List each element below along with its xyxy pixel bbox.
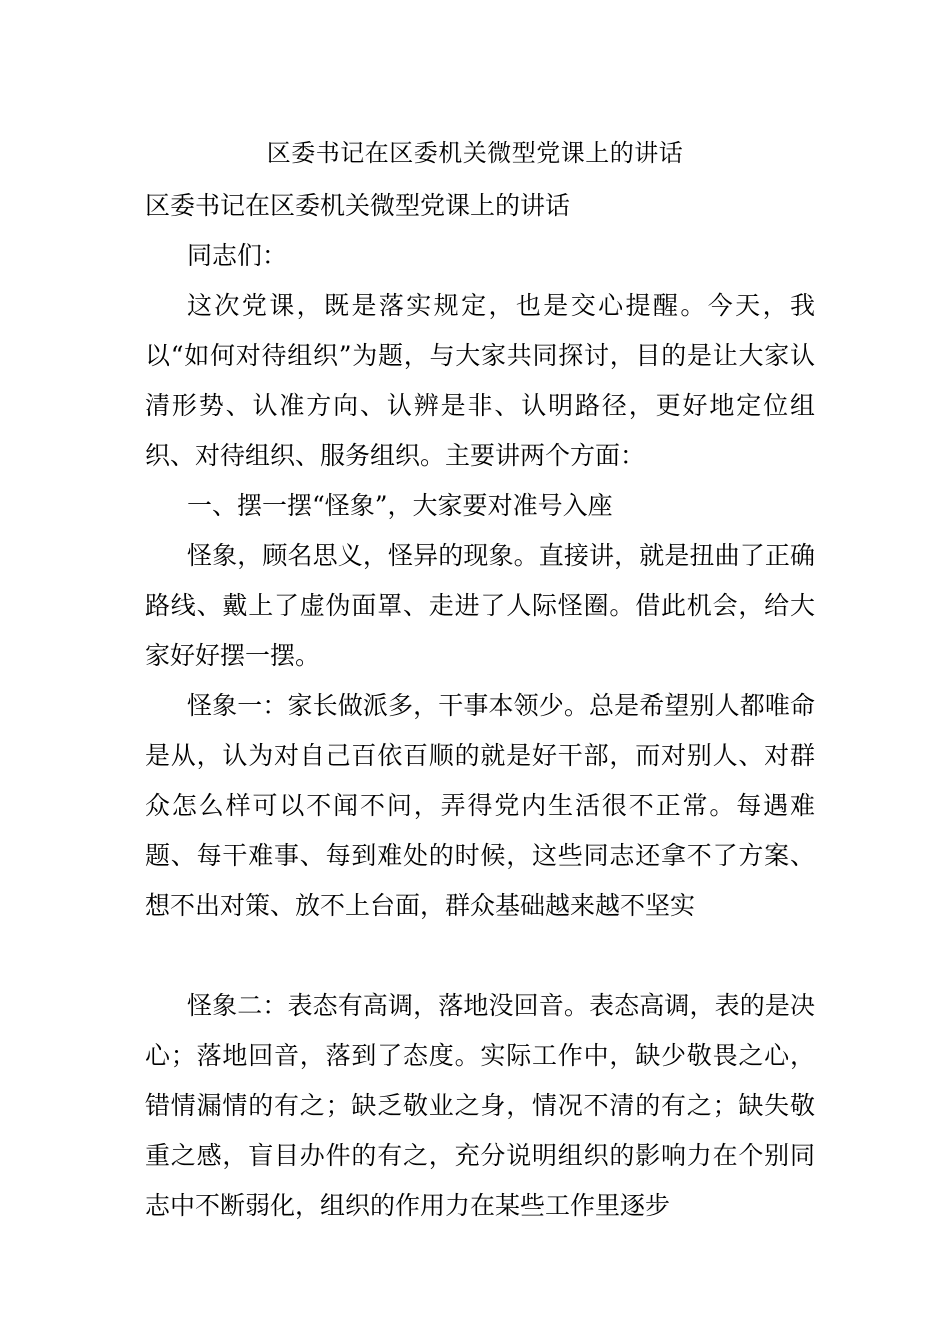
body-paragraph: 怪象一：家长做派多，干事本领少。总是希望别人都唯命是从，认为对自己百依百顺的就是好干部，而对别人、对群众怎么样可以不闻不问，弄得党内生活很不正常。每遇难题、每干难事、每到难处的时候，这些同志还拿不了方案、想不出对策、放不上台面，群众基础越来越不坚实: [145, 691, 815, 920]
document-body: [145, 181, 815, 1231]
intro-paragraph: 这次党课，既是落实规定，也是交心提醒。今天，我以“如何对待组织”为题，与大家共同探讨，目的是让大家认清形势、认准方向、认辨是非、认明路径，更好地定位组织、对待组织、服务组织。主要讲两个方面：: [145, 291, 815, 470]
document-title: 区委书记在区委机关微型党课上的讲话: [266, 139, 684, 167]
salutation-paragraph: 同志们：: [187, 241, 288, 270]
subtitle-paragraph: 区委书记在区委机关微型党课上的讲话: [145, 191, 571, 220]
body-paragraph: 怪象，顾名思义，怪异的现象。直接讲，就是扭曲了正确路线、戴上了虚伪面罩、走进了人际怪圈。借此机会，给大家好好摆一摆。: [145, 541, 815, 670]
body-paragraph: 怪象二：表态有高调，落地没回音。表态高调，表的是决心；落地回音，落到了态度。实际工作中，缺少敬畏之心，错情漏情的有之；缺乏敬业之身，情况不清的有之；缺失敬重之感，盲目办件的有之，充分说明组织的影响力在个别同志中不断弱化，组织的作用力在某些工作里逐步: [145, 991, 815, 1220]
section-heading: 一、摆一摆“怪象”，大家要对准号入座: [187, 491, 613, 520]
